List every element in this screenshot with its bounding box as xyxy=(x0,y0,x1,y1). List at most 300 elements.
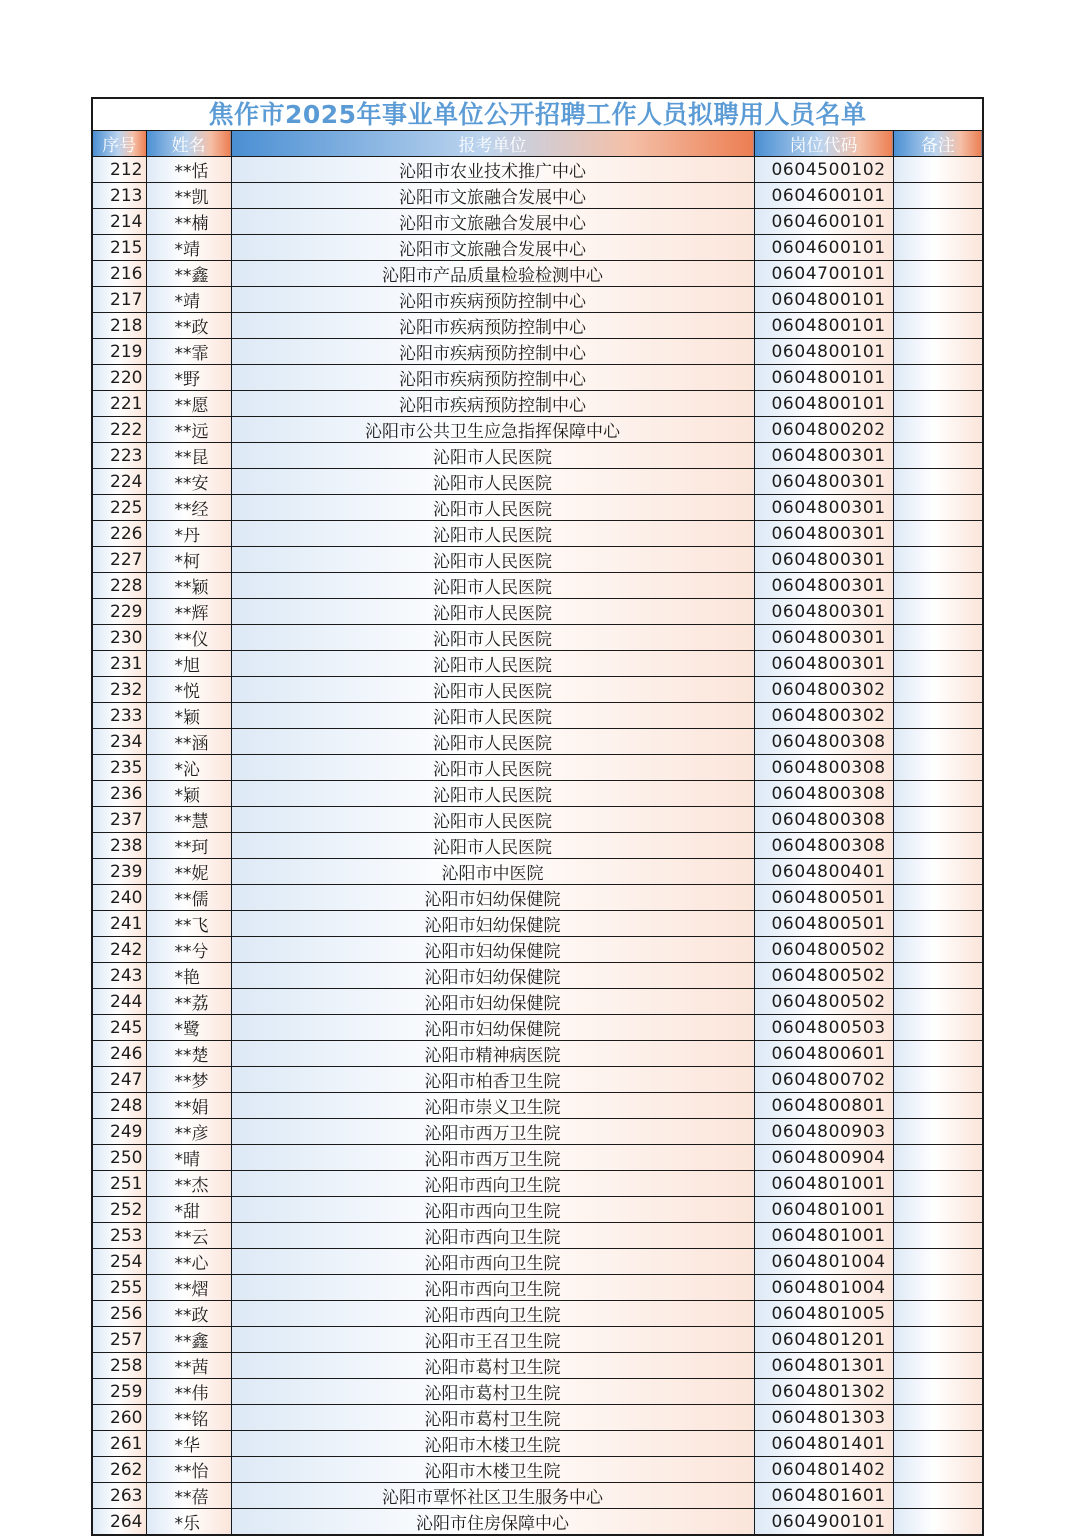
cell-serial-number: 213 xyxy=(93,183,146,209)
cell-serial-number: 231 xyxy=(93,651,146,677)
cell-remarks xyxy=(893,833,982,859)
table-row xyxy=(93,859,982,885)
cell-applied-unit: 沁阳市王召卫生院 xyxy=(231,1327,754,1353)
cell-position-code: 0604600101 xyxy=(754,209,893,235)
cell-remarks xyxy=(893,885,982,911)
table-row xyxy=(93,573,982,599)
table-row xyxy=(93,885,982,911)
table-row xyxy=(93,183,982,209)
cell-serial-number: 222 xyxy=(93,417,146,443)
cell-name: **恬 xyxy=(146,157,231,183)
cell-remarks xyxy=(893,287,982,313)
cell-remarks xyxy=(893,495,982,521)
cell-applied-unit: 沁阳市产品质量检验检测中心 xyxy=(231,261,754,287)
cell-remarks xyxy=(893,547,982,573)
cell-remarks xyxy=(893,469,982,495)
cell-remarks xyxy=(893,963,982,989)
table-row xyxy=(93,1457,982,1483)
cell-name: **兮 xyxy=(146,937,231,963)
cell-serial-number: 254 xyxy=(93,1249,146,1275)
cell-serial-number: 245 xyxy=(93,1015,146,1041)
cell-remarks xyxy=(893,573,982,599)
table-row xyxy=(93,417,982,443)
cell-applied-unit: 沁阳市人民医院 xyxy=(231,443,754,469)
cell-name: **霏 xyxy=(146,339,231,365)
cell-serial-number: 239 xyxy=(93,859,146,885)
cell-remarks xyxy=(893,157,982,183)
cell-applied-unit: 沁阳市人民医院 xyxy=(231,521,754,547)
cell-name: **涵 xyxy=(146,729,231,755)
roster-sheet xyxy=(91,97,984,1536)
cell-name: **昆 xyxy=(146,443,231,469)
cell-applied-unit: 沁阳市公共卫生应急指挥保障中心 xyxy=(231,417,754,443)
cell-name: *旭 xyxy=(146,651,231,677)
cell-remarks xyxy=(893,1431,982,1457)
cell-remarks xyxy=(893,937,982,963)
cell-serial-number: 223 xyxy=(93,443,146,469)
cell-name: **政 xyxy=(146,1301,231,1327)
cell-serial-number: 232 xyxy=(93,677,146,703)
cell-serial-number: 228 xyxy=(93,573,146,599)
cell-remarks xyxy=(893,1379,982,1405)
cell-serial-number: 218 xyxy=(93,313,146,339)
table-row xyxy=(93,1093,982,1119)
cell-position-code: 0604800101 xyxy=(754,391,893,417)
table-row xyxy=(93,833,982,859)
cell-serial-number: 236 xyxy=(93,781,146,807)
cell-serial-number: 248 xyxy=(93,1093,146,1119)
cell-position-code: 0604801301 xyxy=(754,1353,893,1379)
table-row xyxy=(93,443,982,469)
cell-position-code: 0604800101 xyxy=(754,365,893,391)
table-row xyxy=(93,599,982,625)
cell-position-code: 0604800301 xyxy=(754,625,893,651)
cell-applied-unit: 沁阳市覃怀社区卫生服务中心 xyxy=(231,1483,754,1509)
cell-position-code: 0604800702 xyxy=(754,1067,893,1093)
table-row xyxy=(93,1509,982,1535)
cell-position-code: 0604801401 xyxy=(754,1431,893,1457)
cell-remarks xyxy=(893,235,982,261)
cell-position-code: 0604801004 xyxy=(754,1249,893,1275)
table-row xyxy=(93,313,982,339)
cell-position-code: 0604801601 xyxy=(754,1483,893,1509)
cell-position-code: 0604800101 xyxy=(754,313,893,339)
table-row xyxy=(93,1405,982,1431)
table-row xyxy=(93,1301,982,1327)
cell-serial-number: 230 xyxy=(93,625,146,651)
cell-serial-number: 257 xyxy=(93,1327,146,1353)
cell-serial-number: 263 xyxy=(93,1483,146,1509)
cell-serial-number: 243 xyxy=(93,963,146,989)
cell-position-code: 0604600101 xyxy=(754,235,893,261)
cell-position-code: 0604800503 xyxy=(754,1015,893,1041)
cell-position-code: 0604801005 xyxy=(754,1301,893,1327)
cell-name: *悦 xyxy=(146,677,231,703)
header-serial-number: 序号 xyxy=(93,131,146,157)
cell-applied-unit: 沁阳市人民医院 xyxy=(231,755,754,781)
cell-name: **慧 xyxy=(146,807,231,833)
table-row xyxy=(93,1223,982,1249)
cell-serial-number: 242 xyxy=(93,937,146,963)
cell-serial-number: 225 xyxy=(93,495,146,521)
cell-applied-unit: 沁阳市人民医院 xyxy=(231,469,754,495)
cell-remarks xyxy=(893,313,982,339)
cell-position-code: 0604800301 xyxy=(754,469,893,495)
cell-remarks xyxy=(893,807,982,833)
cell-position-code: 0604801402 xyxy=(754,1457,893,1483)
cell-applied-unit: 沁阳市人民医院 xyxy=(231,729,754,755)
cell-name: **杰 xyxy=(146,1171,231,1197)
cell-serial-number: 241 xyxy=(93,911,146,937)
table-row xyxy=(93,287,982,313)
cell-applied-unit: 沁阳市崇义卫生院 xyxy=(231,1093,754,1119)
cell-serial-number: 244 xyxy=(93,989,146,1015)
table-row xyxy=(93,1327,982,1353)
cell-applied-unit: 沁阳市葛村卫生院 xyxy=(231,1379,754,1405)
cell-name: **辉 xyxy=(146,599,231,625)
cell-remarks xyxy=(893,1041,982,1067)
table-row xyxy=(93,469,982,495)
cell-name: *靖 xyxy=(146,235,231,261)
cell-serial-number: 238 xyxy=(93,833,146,859)
cell-serial-number: 240 xyxy=(93,885,146,911)
table-row xyxy=(93,1171,982,1197)
cell-name: **心 xyxy=(146,1249,231,1275)
cell-position-code: 0604801303 xyxy=(754,1405,893,1431)
table-row xyxy=(93,625,982,651)
cell-position-code: 0604800903 xyxy=(754,1119,893,1145)
cell-position-code: 0604800301 xyxy=(754,547,893,573)
cell-remarks xyxy=(893,417,982,443)
cell-applied-unit: 沁阳市西向卫生院 xyxy=(231,1223,754,1249)
cell-position-code: 0604800502 xyxy=(754,963,893,989)
cell-serial-number: 227 xyxy=(93,547,146,573)
table-row xyxy=(93,1145,982,1171)
cell-remarks xyxy=(893,339,982,365)
cell-applied-unit: 沁阳市妇幼保健院 xyxy=(231,911,754,937)
cell-name: **楚 xyxy=(146,1041,231,1067)
cell-name: *丹 xyxy=(146,521,231,547)
cell-applied-unit: 沁阳市人民医院 xyxy=(231,651,754,677)
cell-remarks xyxy=(893,911,982,937)
cell-remarks xyxy=(893,1405,982,1431)
cell-position-code: 0604800308 xyxy=(754,807,893,833)
cell-remarks xyxy=(893,1015,982,1041)
cell-applied-unit: 沁阳市人民医院 xyxy=(231,547,754,573)
cell-remarks xyxy=(893,1483,982,1509)
cell-name: *艳 xyxy=(146,963,231,989)
header-position-code: 岗位代码 xyxy=(754,131,893,157)
cell-remarks xyxy=(893,755,982,781)
cell-position-code: 0604801004 xyxy=(754,1275,893,1301)
cell-serial-number: 260 xyxy=(93,1405,146,1431)
cell-remarks xyxy=(893,989,982,1015)
cell-applied-unit: 沁阳市疾病预防控制中心 xyxy=(231,365,754,391)
cell-position-code: 0604801201 xyxy=(754,1327,893,1353)
cell-applied-unit: 沁阳市疾病预防控制中心 xyxy=(231,391,754,417)
cell-applied-unit: 沁阳市人民医院 xyxy=(231,573,754,599)
cell-applied-unit: 沁阳市中医院 xyxy=(231,859,754,885)
cell-name: *颖 xyxy=(146,781,231,807)
table-row xyxy=(93,1067,982,1093)
cell-remarks xyxy=(893,625,982,651)
cell-position-code: 0604800301 xyxy=(754,573,893,599)
header-applied-unit: 报考单位 xyxy=(231,131,754,157)
cell-serial-number: 221 xyxy=(93,391,146,417)
cell-applied-unit: 沁阳市住房保障中心 xyxy=(231,1509,754,1535)
cell-serial-number: 220 xyxy=(93,365,146,391)
cell-remarks xyxy=(893,209,982,235)
cell-name: **珂 xyxy=(146,833,231,859)
cell-name: **仪 xyxy=(146,625,231,651)
header-name: 姓名 xyxy=(146,131,231,157)
cell-position-code: 0604800301 xyxy=(754,651,893,677)
cell-name: **茜 xyxy=(146,1353,231,1379)
cell-applied-unit: 沁阳市精神病医院 xyxy=(231,1041,754,1067)
table-row xyxy=(93,391,982,417)
cell-name: *颖 xyxy=(146,703,231,729)
cell-position-code: 0604800501 xyxy=(754,911,893,937)
table-row xyxy=(93,1483,982,1509)
cell-name: **鑫 xyxy=(146,261,231,287)
cell-applied-unit: 沁阳市农业技术推广中心 xyxy=(231,157,754,183)
table-row xyxy=(93,209,982,235)
cell-serial-number: 251 xyxy=(93,1171,146,1197)
cell-applied-unit: 沁阳市人民医院 xyxy=(231,703,754,729)
cell-name: **铭 xyxy=(146,1405,231,1431)
cell-position-code: 0604800308 xyxy=(754,781,893,807)
roster-table xyxy=(93,131,982,1534)
cell-name: **云 xyxy=(146,1223,231,1249)
cell-serial-number: 255 xyxy=(93,1275,146,1301)
table-row xyxy=(93,339,982,365)
cell-position-code: 0604800301 xyxy=(754,521,893,547)
cell-applied-unit: 沁阳市人民医院 xyxy=(231,625,754,651)
cell-position-code: 0604700101 xyxy=(754,261,893,287)
table-row xyxy=(93,1249,982,1275)
table-row xyxy=(93,963,982,989)
cell-serial-number: 217 xyxy=(93,287,146,313)
cell-serial-number: 262 xyxy=(93,1457,146,1483)
cell-applied-unit: 沁阳市妇幼保健院 xyxy=(231,1015,754,1041)
cell-applied-unit: 沁阳市西万卫生院 xyxy=(231,1119,754,1145)
cell-name: **彦 xyxy=(146,1119,231,1145)
cell-name: *鹭 xyxy=(146,1015,231,1041)
cell-remarks xyxy=(893,1249,982,1275)
cell-serial-number: 215 xyxy=(93,235,146,261)
table-row xyxy=(93,703,982,729)
table-row xyxy=(93,807,982,833)
table-row xyxy=(93,1041,982,1067)
cell-applied-unit: 沁阳市人民医院 xyxy=(231,495,754,521)
cell-applied-unit: 沁阳市西万卫生院 xyxy=(231,1145,754,1171)
cell-position-code: 0604800502 xyxy=(754,989,893,1015)
cell-serial-number: 261 xyxy=(93,1431,146,1457)
cell-serial-number: 224 xyxy=(93,469,146,495)
table-row xyxy=(93,1275,982,1301)
table-row xyxy=(93,495,982,521)
cell-name: *甜 xyxy=(146,1197,231,1223)
cell-remarks xyxy=(893,729,982,755)
cell-serial-number: 247 xyxy=(93,1067,146,1093)
cell-name: *乐 xyxy=(146,1509,231,1535)
table-row xyxy=(93,677,982,703)
cell-position-code: 0604800302 xyxy=(754,703,893,729)
cell-applied-unit: 沁阳市妇幼保健院 xyxy=(231,937,754,963)
cell-position-code: 0604800308 xyxy=(754,833,893,859)
cell-serial-number: 258 xyxy=(93,1353,146,1379)
cell-remarks xyxy=(893,859,982,885)
table-row xyxy=(93,1015,982,1041)
cell-position-code: 0604800301 xyxy=(754,443,893,469)
cell-position-code: 0604800101 xyxy=(754,339,893,365)
cell-name: **愿 xyxy=(146,391,231,417)
cell-position-code: 0604800308 xyxy=(754,729,893,755)
table-row xyxy=(93,781,982,807)
cell-name: *晴 xyxy=(146,1145,231,1171)
cell-applied-unit: 沁阳市妇幼保健院 xyxy=(231,963,754,989)
cell-position-code: 0604800401 xyxy=(754,859,893,885)
cell-remarks xyxy=(893,781,982,807)
cell-applied-unit: 沁阳市文旅融合发展中心 xyxy=(231,183,754,209)
cell-name: *野 xyxy=(146,365,231,391)
cell-remarks xyxy=(893,677,982,703)
table-body xyxy=(93,157,982,1535)
cell-serial-number: 212 xyxy=(93,157,146,183)
cell-name: **楠 xyxy=(146,209,231,235)
cell-serial-number: 259 xyxy=(93,1379,146,1405)
cell-applied-unit: 沁阳市人民医院 xyxy=(231,833,754,859)
table-row xyxy=(93,521,982,547)
cell-remarks xyxy=(893,1327,982,1353)
cell-position-code: 0604801001 xyxy=(754,1223,893,1249)
cell-serial-number: 264 xyxy=(93,1509,146,1535)
cell-applied-unit: 沁阳市人民医院 xyxy=(231,807,754,833)
cell-position-code: 0604800601 xyxy=(754,1041,893,1067)
cell-serial-number: 246 xyxy=(93,1041,146,1067)
cell-remarks xyxy=(893,1197,982,1223)
cell-name: **远 xyxy=(146,417,231,443)
cell-remarks xyxy=(893,443,982,469)
cell-name: *沁 xyxy=(146,755,231,781)
cell-serial-number: 216 xyxy=(93,261,146,287)
table-row xyxy=(93,755,982,781)
cell-applied-unit: 沁阳市妇幼保健院 xyxy=(231,885,754,911)
cell-name: **安 xyxy=(146,469,231,495)
cell-name: **蓓 xyxy=(146,1483,231,1509)
cell-name: **梦 xyxy=(146,1067,231,1093)
cell-serial-number: 234 xyxy=(93,729,146,755)
table-row xyxy=(93,235,982,261)
cell-name: **儒 xyxy=(146,885,231,911)
cell-name: **政 xyxy=(146,313,231,339)
cell-remarks xyxy=(893,1275,982,1301)
cell-name: **凯 xyxy=(146,183,231,209)
cell-serial-number: 226 xyxy=(93,521,146,547)
cell-serial-number: 252 xyxy=(93,1197,146,1223)
cell-remarks xyxy=(893,651,982,677)
cell-applied-unit: 沁阳市人民医院 xyxy=(231,781,754,807)
cell-applied-unit: 沁阳市葛村卫生院 xyxy=(231,1353,754,1379)
cell-position-code: 0604800301 xyxy=(754,599,893,625)
cell-name: **飞 xyxy=(146,911,231,937)
cell-position-code: 0604500102 xyxy=(754,157,893,183)
cell-remarks xyxy=(893,1119,982,1145)
cell-remarks xyxy=(893,521,982,547)
cell-position-code: 0604900101 xyxy=(754,1509,893,1535)
cell-name: **娟 xyxy=(146,1093,231,1119)
cell-applied-unit: 沁阳市西向卫生院 xyxy=(231,1171,754,1197)
cell-remarks xyxy=(893,599,982,625)
cell-serial-number: 233 xyxy=(93,703,146,729)
table-row xyxy=(93,911,982,937)
cell-remarks xyxy=(893,391,982,417)
table-row xyxy=(93,261,982,287)
cell-applied-unit: 沁阳市妇幼保健院 xyxy=(231,989,754,1015)
cell-serial-number: 250 xyxy=(93,1145,146,1171)
cell-applied-unit: 沁阳市木楼卫生院 xyxy=(231,1431,754,1457)
cell-position-code: 0604801302 xyxy=(754,1379,893,1405)
table-row xyxy=(93,651,982,677)
cell-remarks xyxy=(893,703,982,729)
cell-remarks xyxy=(893,365,982,391)
cell-remarks xyxy=(893,1301,982,1327)
cell-applied-unit: 沁阳市西向卫生院 xyxy=(231,1301,754,1327)
table-row xyxy=(93,1379,982,1405)
cell-serial-number: 237 xyxy=(93,807,146,833)
cell-position-code: 0604800308 xyxy=(754,755,893,781)
cell-applied-unit: 沁阳市柏香卫生院 xyxy=(231,1067,754,1093)
cell-remarks xyxy=(893,261,982,287)
cell-remarks xyxy=(893,1353,982,1379)
cell-position-code: 0604800301 xyxy=(754,495,893,521)
cell-position-code: 0604800904 xyxy=(754,1145,893,1171)
cell-applied-unit: 沁阳市文旅融合发展中心 xyxy=(231,235,754,261)
header-remarks: 备注 xyxy=(893,131,982,157)
cell-serial-number: 219 xyxy=(93,339,146,365)
cell-position-code: 0604801001 xyxy=(754,1171,893,1197)
cell-remarks xyxy=(893,1145,982,1171)
cell-applied-unit: 沁阳市疾病预防控制中心 xyxy=(231,287,754,313)
cell-applied-unit: 沁阳市木楼卫生院 xyxy=(231,1457,754,1483)
table-row xyxy=(93,1197,982,1223)
cell-remarks xyxy=(893,1509,982,1535)
table-header-row xyxy=(93,131,982,157)
document-title: 焦作市2025年事业单位公开招聘工作人员拟聘用人员名单 xyxy=(93,99,982,131)
cell-name: **鑫 xyxy=(146,1327,231,1353)
cell-applied-unit: 沁阳市西向卫生院 xyxy=(231,1275,754,1301)
cell-applied-unit: 沁阳市西向卫生院 xyxy=(231,1249,754,1275)
cell-serial-number: 214 xyxy=(93,209,146,235)
cell-serial-number: 235 xyxy=(93,755,146,781)
table-row xyxy=(93,1431,982,1457)
cell-name: **妮 xyxy=(146,859,231,885)
cell-name: **颖 xyxy=(146,573,231,599)
cell-position-code: 0604800101 xyxy=(754,287,893,313)
table-row xyxy=(93,1353,982,1379)
cell-applied-unit: 沁阳市疾病预防控制中心 xyxy=(231,313,754,339)
cell-position-code: 0604800502 xyxy=(754,937,893,963)
cell-name: **经 xyxy=(146,495,231,521)
cell-serial-number: 256 xyxy=(93,1301,146,1327)
table-row xyxy=(93,989,982,1015)
cell-position-code: 0604800501 xyxy=(754,885,893,911)
cell-name: *柯 xyxy=(146,547,231,573)
table-row xyxy=(93,937,982,963)
cell-name: **熠 xyxy=(146,1275,231,1301)
cell-name: **荔 xyxy=(146,989,231,1015)
cell-position-code: 0604800202 xyxy=(754,417,893,443)
